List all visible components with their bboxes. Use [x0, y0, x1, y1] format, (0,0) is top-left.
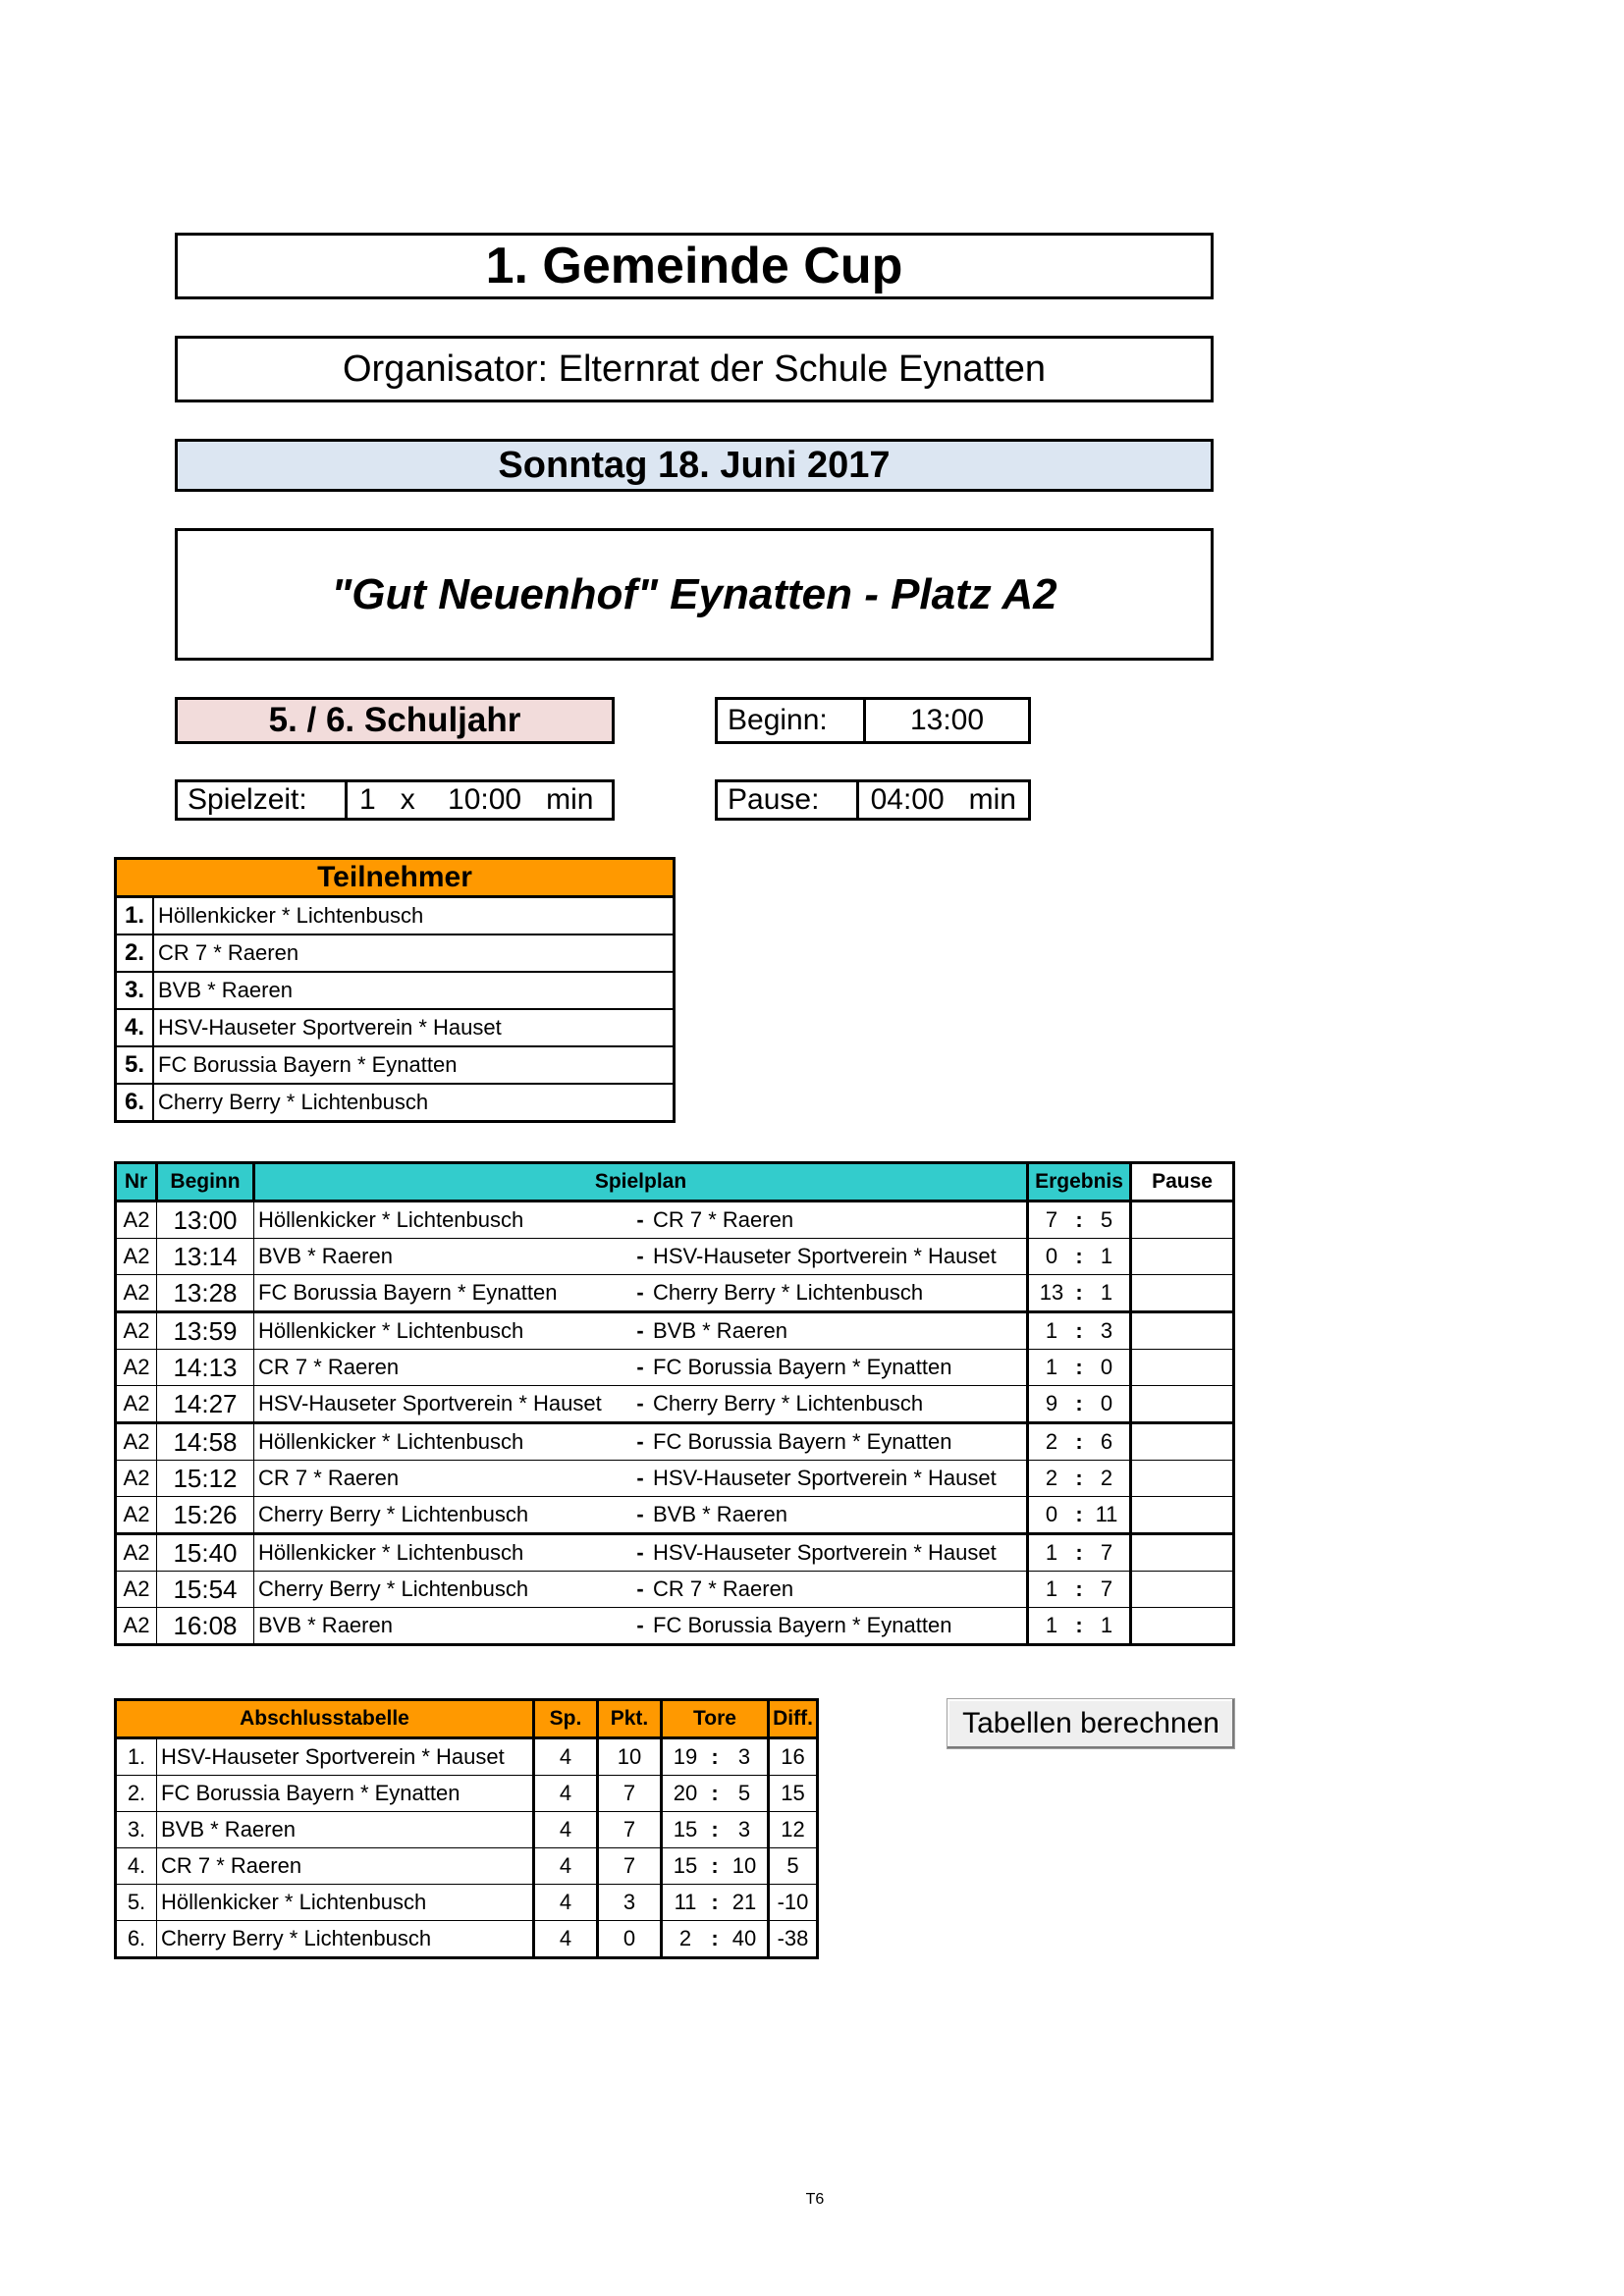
goals-score	[663, 1781, 767, 1806]
match-separator: -	[629, 1275, 651, 1312]
match-away-team: BVB * Raeren	[651, 1312, 1028, 1350]
score	[1029, 1391, 1129, 1416]
standings-goals	[662, 1848, 769, 1885]
standings-goals	[662, 1812, 769, 1848]
match-duration-box	[175, 779, 615, 821]
col-sp-header: Sp.	[534, 1700, 598, 1738]
match-field: A2	[116, 1275, 157, 1312]
goals-against: 3	[737, 1744, 751, 1769]
standings-rank: 1.	[116, 1738, 157, 1776]
start-time-value: 13:00	[909, 704, 985, 736]
standings-rank: 3.	[116, 1812, 157, 1848]
home-goals: 1	[1045, 1576, 1058, 1601]
goals-score	[663, 1926, 767, 1951]
score-colon: :	[1075, 1502, 1083, 1526]
match-away-team: FC Borussia Bayern * Eynatten	[651, 1350, 1028, 1386]
match-time: 15:12	[157, 1461, 254, 1497]
away-goals: 3	[1100, 1318, 1113, 1343]
standings-goals	[662, 1885, 769, 1921]
standings-goals	[662, 1738, 769, 1776]
home-goals: 0	[1045, 1244, 1058, 1268]
col-beginn-header: Beginn	[157, 1163, 254, 1201]
match-result	[1028, 1572, 1131, 1608]
participant-row	[116, 972, 675, 1009]
home-goals: 7	[1045, 1207, 1058, 1232]
match-home-team: Höllenkicker * Lichtenbusch	[254, 1201, 630, 1239]
participant-row	[116, 934, 675, 972]
standings-row	[116, 1738, 818, 1776]
standings-diff: 5	[769, 1848, 818, 1885]
match-pause-cell	[1131, 1312, 1234, 1350]
standings-points: 10	[598, 1738, 662, 1776]
pause-value: 04:00 min	[870, 783, 1016, 816]
goals-colon: :	[711, 1890, 719, 1914]
standings-games: 4	[534, 1921, 598, 1958]
goals-for: 20	[673, 1781, 698, 1805]
participant-number: 4.	[116, 1009, 154, 1046]
match-field: A2	[116, 1461, 157, 1497]
schedule-table	[114, 1161, 1235, 1646]
standings-team: CR 7 * Raeren	[157, 1848, 534, 1885]
match-row	[116, 1461, 1234, 1497]
standings-rank: 5.	[116, 1885, 157, 1921]
match-separator: -	[629, 1386, 651, 1423]
match-pause-cell	[1131, 1275, 1234, 1312]
venue-text: "Gut Neuenhof" Eynatten - Platz A2	[331, 569, 1057, 618]
standings-points: 7	[598, 1848, 662, 1885]
participants-table	[114, 857, 676, 1123]
match-pause-cell	[1131, 1423, 1234, 1461]
goals-for: 11	[674, 1890, 697, 1914]
participant-team: FC Borussia Bayern * Eynatten	[153, 1046, 675, 1084]
match-field: A2	[116, 1423, 157, 1461]
date-box	[175, 439, 1214, 492]
grade-text: 5. / 6. Schuljahr	[268, 701, 521, 739]
col-spielplan-header: Spielplan	[254, 1163, 1028, 1201]
score	[1029, 1502, 1129, 1527]
match-row	[116, 1239, 1234, 1275]
score-colon: :	[1075, 1355, 1083, 1379]
standings-team: BVB * Raeren	[157, 1812, 534, 1848]
standings-rank: 2.	[116, 1776, 157, 1812]
match-away-team: CR 7 * Raeren	[651, 1201, 1028, 1239]
match-pause-cell	[1131, 1497, 1234, 1534]
home-goals: 1	[1045, 1540, 1058, 1565]
match-separator: -	[629, 1423, 651, 1461]
goals-for: 2	[678, 1926, 692, 1950]
col-pkt-header: Pkt.	[598, 1700, 662, 1738]
away-goals: 7	[1100, 1540, 1113, 1565]
standings-diff: -38	[769, 1921, 818, 1958]
score-colon: :	[1075, 1391, 1083, 1415]
match-pause-cell	[1131, 1572, 1234, 1608]
grade-box	[175, 697, 615, 744]
standings-games: 4	[534, 1776, 598, 1812]
col-pause-header: Pause	[1131, 1163, 1234, 1201]
match-pause-cell	[1131, 1201, 1234, 1239]
match-duration-value: 1 x 10:00 min	[359, 783, 594, 816]
match-row	[116, 1608, 1234, 1645]
standings-points: 3	[598, 1885, 662, 1921]
match-result	[1028, 1239, 1131, 1275]
match-separator: -	[629, 1312, 651, 1350]
match-row	[116, 1497, 1234, 1534]
score-colon: :	[1075, 1466, 1083, 1490]
match-time: 15:26	[157, 1497, 254, 1534]
organizer-text: Organisator: Elternrat der Schule Eynatten	[342, 347, 1047, 390]
match-separator: -	[629, 1239, 651, 1275]
match-row	[116, 1534, 1234, 1572]
match-row	[116, 1572, 1234, 1608]
match-home-team: Höllenkicker * Lichtenbusch	[254, 1312, 630, 1350]
away-goals: 1	[1100, 1613, 1113, 1637]
match-result	[1028, 1423, 1131, 1461]
match-field: A2	[116, 1497, 157, 1534]
match-home-team: BVB * Raeren	[254, 1239, 630, 1275]
match-time: 13:28	[157, 1275, 254, 1312]
match-time: 13:59	[157, 1312, 254, 1350]
match-separator: -	[629, 1572, 651, 1608]
score-colon: :	[1075, 1540, 1083, 1565]
calculate-tables-button[interactable]: Tabellen berechnen	[947, 1698, 1235, 1749]
participant-row	[116, 1009, 675, 1046]
participant-team: Cherry Berry * Lichtenbusch	[153, 1084, 675, 1122]
away-goals: 5	[1100, 1207, 1113, 1232]
goals-for: 19	[673, 1744, 698, 1769]
participant-number: 2.	[116, 934, 154, 972]
match-field: A2	[116, 1608, 157, 1645]
standings-points: 7	[598, 1812, 662, 1848]
match-away-team: HSV-Hauseter Sportverein * Hauset	[651, 1534, 1028, 1572]
match-home-team: CR 7 * Raeren	[254, 1461, 630, 1497]
away-goals: 1	[1100, 1280, 1113, 1305]
score	[1029, 1207, 1129, 1233]
match-away-team: FC Borussia Bayern * Eynatten	[651, 1423, 1028, 1461]
pause-box	[715, 779, 1031, 821]
goals-against: 3	[737, 1817, 751, 1842]
pause-label: Pause:	[718, 782, 859, 818]
score-colon: :	[1075, 1429, 1083, 1454]
goals-against: 21	[731, 1890, 757, 1914]
home-goals: 0	[1045, 1502, 1058, 1526]
goals-colon: :	[711, 1744, 719, 1769]
score-colon: :	[1075, 1576, 1083, 1601]
participant-row	[116, 897, 675, 935]
home-goals: 2	[1045, 1429, 1058, 1454]
match-result	[1028, 1534, 1131, 1572]
match-separator: -	[629, 1534, 651, 1572]
away-goals: 0	[1100, 1391, 1113, 1415]
standings-row	[116, 1921, 818, 1958]
home-goals: 1	[1045, 1613, 1058, 1637]
title-box	[175, 233, 1214, 299]
goals-score	[663, 1890, 767, 1915]
standings-row	[116, 1776, 818, 1812]
standings-points: 0	[598, 1921, 662, 1958]
match-time: 16:08	[157, 1608, 254, 1645]
home-goals: 13	[1039, 1280, 1064, 1305]
goals-against: 10	[731, 1853, 757, 1878]
col-diff-header: Diff.	[769, 1700, 818, 1738]
match-field: A2	[116, 1572, 157, 1608]
goals-against: 40	[731, 1926, 757, 1950]
goals-against: 5	[737, 1781, 751, 1805]
score	[1029, 1466, 1129, 1491]
match-away-team: FC Borussia Bayern * Eynatten	[651, 1608, 1028, 1645]
goals-score	[663, 1817, 767, 1842]
participant-team: BVB * Raeren	[153, 972, 675, 1009]
match-away-team: Cherry Berry * Lichtenbusch	[651, 1275, 1028, 1312]
standings-diff: 16	[769, 1738, 818, 1776]
standings-points: 7	[598, 1776, 662, 1812]
match-field: A2	[116, 1312, 157, 1350]
participant-team: CR 7 * Raeren	[153, 934, 675, 972]
match-row	[116, 1312, 1234, 1350]
away-goals: 1	[1100, 1244, 1113, 1268]
match-home-team: Höllenkicker * Lichtenbusch	[254, 1423, 630, 1461]
standings-games: 4	[534, 1885, 598, 1921]
score	[1029, 1244, 1129, 1269]
start-time-label: Beginn:	[718, 700, 866, 741]
match-pause-cell	[1131, 1386, 1234, 1423]
col-tore-header: Tore	[662, 1700, 769, 1738]
match-pause-cell	[1131, 1461, 1234, 1497]
standings-games: 4	[534, 1738, 598, 1776]
match-pause-cell	[1131, 1350, 1234, 1386]
match-separator: -	[629, 1201, 651, 1239]
match-time: 14:13	[157, 1350, 254, 1386]
participant-team: Höllenkicker * Lichtenbusch	[153, 897, 675, 935]
match-away-team: HSV-Hauseter Sportverein * Hauset	[651, 1461, 1028, 1497]
home-goals: 1	[1045, 1318, 1058, 1343]
participant-number: 5.	[116, 1046, 154, 1084]
score-colon: :	[1075, 1280, 1083, 1305]
match-time: 14:27	[157, 1386, 254, 1423]
match-home-team: CR 7 * Raeren	[254, 1350, 630, 1386]
goals-for: 15	[673, 1853, 698, 1878]
home-goals: 1	[1045, 1355, 1058, 1379]
participant-team: HSV-Hauseter Sportverein * Hauset	[153, 1009, 675, 1046]
away-goals: 6	[1100, 1429, 1113, 1454]
score	[1029, 1280, 1129, 1306]
standings-games: 4	[534, 1812, 598, 1848]
match-separator: -	[629, 1461, 651, 1497]
score	[1029, 1540, 1129, 1566]
standings-diff: -10	[769, 1885, 818, 1921]
match-result	[1028, 1386, 1131, 1423]
score	[1029, 1576, 1129, 1602]
away-goals: 11	[1095, 1502, 1118, 1526]
start-time-box	[715, 697, 1031, 744]
footer-code: T6	[805, 2191, 825, 2208]
participants-heading: Teilnehmer	[116, 859, 675, 897]
score-colon: :	[1075, 1613, 1083, 1637]
match-time: 15:40	[157, 1534, 254, 1572]
standings-team: Cherry Berry * Lichtenbusch	[157, 1921, 534, 1958]
standings-row	[116, 1848, 818, 1885]
participant-row	[116, 1046, 675, 1084]
goals-colon: :	[711, 1926, 719, 1950]
score-colon: :	[1075, 1318, 1083, 1343]
standings-rank: 4.	[116, 1848, 157, 1885]
score	[1029, 1613, 1129, 1638]
goals-for: 15	[673, 1817, 698, 1842]
match-row	[116, 1350, 1234, 1386]
match-home-team: HSV-Hauseter Sportverein * Hauset	[254, 1386, 630, 1423]
standings-rank: 6.	[116, 1921, 157, 1958]
match-home-team: BVB * Raeren	[254, 1608, 630, 1645]
match-away-team: CR 7 * Raeren	[651, 1572, 1028, 1608]
standings-diff: 12	[769, 1812, 818, 1848]
match-pause-cell	[1131, 1239, 1234, 1275]
match-separator: -	[629, 1608, 651, 1645]
standings-row	[116, 1885, 818, 1921]
match-row	[116, 1201, 1234, 1239]
standings-goals	[662, 1921, 769, 1958]
match-home-team: Cherry Berry * Lichtenbusch	[254, 1497, 630, 1534]
participant-number: 1.	[116, 897, 154, 935]
score	[1029, 1355, 1129, 1380]
score	[1029, 1429, 1129, 1455]
match-away-team: BVB * Raeren	[651, 1497, 1028, 1534]
match-row	[116, 1423, 1234, 1461]
match-time: 13:00	[157, 1201, 254, 1239]
match-time: 14:58	[157, 1423, 254, 1461]
score-colon: :	[1075, 1207, 1083, 1232]
standings-title-header: Abschlusstabelle	[116, 1700, 534, 1738]
participant-number: 3.	[116, 972, 154, 1009]
match-pause-cell	[1131, 1534, 1234, 1572]
score-colon: :	[1075, 1244, 1083, 1268]
away-goals: 7	[1100, 1576, 1113, 1601]
standings-diff: 15	[769, 1776, 818, 1812]
match-result	[1028, 1275, 1131, 1312]
standings-goals	[662, 1776, 769, 1812]
match-away-team: HSV-Hauseter Sportverein * Hauset	[651, 1239, 1028, 1275]
venue-box	[175, 528, 1214, 661]
match-pause-cell	[1131, 1608, 1234, 1645]
col-ergebnis-header: Ergebnis	[1028, 1163, 1131, 1201]
match-field: A2	[116, 1350, 157, 1386]
home-goals: 9	[1045, 1391, 1058, 1415]
match-result	[1028, 1608, 1131, 1645]
standings-team: HSV-Hauseter Sportverein * Hauset	[157, 1738, 534, 1776]
goals-score	[663, 1853, 767, 1879]
match-field: A2	[116, 1239, 157, 1275]
match-field: A2	[116, 1386, 157, 1423]
page-title: 1. Gemeinde Cup	[485, 238, 903, 294]
match-result	[1028, 1461, 1131, 1497]
away-goals: 2	[1100, 1466, 1113, 1490]
match-field: A2	[116, 1201, 157, 1239]
match-away-team: Cherry Berry * Lichtenbusch	[651, 1386, 1028, 1423]
goals-colon: :	[711, 1853, 719, 1878]
participant-number: 6.	[116, 1084, 154, 1122]
match-time: 13:14	[157, 1239, 254, 1275]
standings-games: 4	[534, 1848, 598, 1885]
match-separator: -	[629, 1350, 651, 1386]
match-duration-label: Spielzeit:	[178, 782, 348, 818]
event-date: Sonntag 18. Juni 2017	[498, 444, 891, 486]
match-time: 15:54	[157, 1572, 254, 1608]
standings-team: Höllenkicker * Lichtenbusch	[157, 1885, 534, 1921]
standings-row	[116, 1812, 818, 1848]
match-home-team: Höllenkicker * Lichtenbusch	[254, 1534, 630, 1572]
goals-colon: :	[711, 1781, 719, 1805]
standings-team: FC Borussia Bayern * Eynatten	[157, 1776, 534, 1812]
match-row	[116, 1275, 1234, 1312]
goals-colon: :	[711, 1817, 719, 1842]
home-goals: 2	[1045, 1466, 1058, 1490]
match-result	[1028, 1201, 1131, 1239]
participant-row	[116, 1084, 675, 1122]
goals-score	[663, 1744, 767, 1770]
match-result	[1028, 1312, 1131, 1350]
match-home-team: Cherry Berry * Lichtenbusch	[254, 1572, 630, 1608]
match-home-team: FC Borussia Bayern * Eynatten	[254, 1275, 630, 1312]
match-row	[116, 1386, 1234, 1423]
final-standings-table	[114, 1698, 819, 1959]
match-field: A2	[116, 1534, 157, 1572]
col-nr-header: Nr	[116, 1163, 157, 1201]
away-goals: 0	[1100, 1355, 1113, 1379]
score	[1029, 1318, 1129, 1344]
match-result	[1028, 1497, 1131, 1534]
match-separator: -	[629, 1497, 651, 1534]
match-result	[1028, 1350, 1131, 1386]
organizer-box	[175, 336, 1214, 402]
